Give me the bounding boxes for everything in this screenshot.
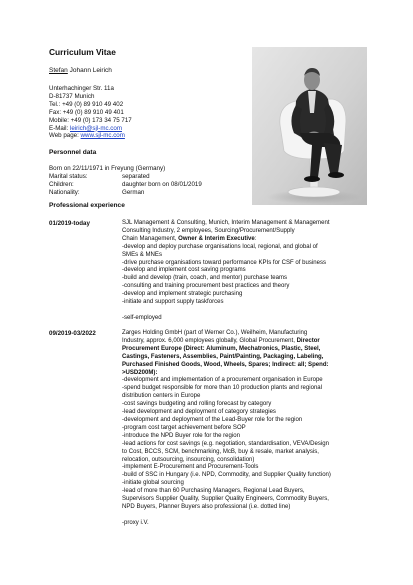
personal-label: Children: [49, 180, 74, 188]
entry-line: distribution centers in Europe [122, 393, 201, 400]
portrait-photo [252, 47, 367, 205]
web-label: Web page: [49, 132, 81, 140]
personal-row [49, 189, 202, 197]
entry-line: -initiate and support supply taskforces [122, 299, 224, 306]
entry-line: -proxy i.V. [122, 519, 149, 526]
personal-row [49, 173, 202, 181]
email-line [49, 125, 132, 133]
entry-date: 09/2019-03/2022 [49, 330, 96, 337]
entry-line: -consulting and training procurement best practices and theory [122, 283, 290, 290]
mobile-line: Mobile: +49 (0) 173 34 75 717 [49, 116, 132, 124]
entry-line: NPD Buyers, Planner Buyers also professional (i.e. dotted line) [122, 503, 291, 510]
entry-line: -lead actions for cost savings (e.g. negotiation, standardisation, VEVA/Design [122, 440, 329, 447]
entry-line: SJL Management & Consulting, Munich, Interim Management & Management [122, 220, 330, 226]
entry-line: -development and implementation of a procurement organisation in Europe [122, 377, 323, 384]
entry-line: SMEs & MNEs [122, 251, 162, 258]
entry-line: -develop and deploy purchase organisations local, regional, and global of [122, 243, 318, 250]
entry-line: -introduce the NPD Buyer role for the region [122, 432, 240, 439]
personal-value: separated [122, 172, 150, 180]
personal-label: Marital status: [49, 172, 88, 180]
personal-data [49, 165, 202, 197]
birth-line: Born on 22/11/1971 in Freyung (Germany) [49, 165, 166, 172]
first-name: Stefan [49, 67, 68, 74]
personal-label: Nationality: [49, 188, 80, 196]
entry-line: -lead development and deployment of category strategies [122, 409, 276, 416]
entry-line: -build and develop (train, coach, and mentor) purchase teams [122, 275, 288, 282]
entry-line: Purchased Finished Goods, Wood, Wheels, Spares; Indirect: all; Spend: [122, 361, 329, 368]
address-line: D-81737 Munich [49, 92, 95, 100]
entry-line: Industry, approx. 6,000 employees globally, Global Procurement, Director [122, 337, 320, 344]
section-heading-personal: Personnel data [49, 149, 97, 156]
phone-line: Tel.: +49 (0) 89 910 49 402 [49, 100, 124, 108]
entry-line: to Cost, BCCS, SCM, benchmarking, McB, buy & resale, market analysis, [122, 448, 319, 455]
last-names: Johann Leirich [67, 67, 112, 74]
entry-line: Consulting Industry, 2 employees, Sourcing/Procurement/Supply [122, 227, 295, 234]
web-line [49, 132, 132, 140]
entry-line: >USD200M): [122, 369, 158, 376]
entry-line: Castings, Fasteners, Assemblies, Paint/Painting, Packaging, Labeling, [122, 353, 324, 360]
personal-row [49, 181, 202, 189]
entry-line: Chain Management, Owner & Interim Executive: [122, 235, 257, 242]
entry-line: -develop and implement strategic purchasing [122, 291, 243, 298]
entry-line: Supervisors Supplier Quality, Supplier Quality Engineers, Commodity Buyers, [122, 496, 329, 503]
entry-line [122, 307, 368, 315]
entry-line: -build of SSC in Hungary (i.e. NPD, Commodity, and Supplier Quality function) [122, 472, 331, 479]
entry-line: -self-employed [122, 314, 162, 321]
entry-line: -develop and implement cost saving programs [122, 267, 246, 274]
address-line: Unterhachinger Str. 11a [49, 85, 114, 92]
entry-line: relocation, outsourcing, insourcing, consolidation) [122, 456, 255, 463]
entry-line: -development and deployment of the Lead-Buyer role for the region [122, 416, 303, 423]
entry-line: -cost savings budgeting and rolling forecast by category [122, 401, 272, 408]
entry-line: Procurement Europe (Direct: Aluminum, Mechatronics, Plastic, Steel, [122, 345, 321, 352]
entry-line: -drive purchase organisations toward performance KPIs for CSF of business [122, 259, 327, 266]
contact-block [49, 85, 132, 140]
entry-line: -lead of more than 60 Purchasing Managers, Regional Lead Buyers, [122, 488, 305, 495]
entry-line: -initiate global sourcing [122, 480, 184, 487]
section-heading-experience: Professional experience [49, 202, 125, 209]
fax-line: Fax: +49 (0) 89 910 49 401 [49, 108, 124, 116]
entry-description [122, 220, 368, 323]
personal-value: daughter born on 08/01/2019 [122, 180, 202, 188]
entry-line: -implement E-Procurement and Procurement-Tools [122, 464, 259, 471]
page-title: Curriculum Vitae [49, 47, 116, 57]
web-link[interactable]: www.sjl-mc.com [80, 132, 125, 140]
entry-line: -spend budget responsible for more than 10 production plants and regional [122, 385, 323, 392]
personal-value: German [122, 188, 145, 196]
entry-description [122, 330, 368, 528]
entry-date: 01/2019-today [49, 220, 90, 227]
person-name [49, 67, 112, 74]
email-label: E-Mail: [49, 124, 70, 132]
entry-line [122, 512, 368, 520]
email-link[interactable]: leirich@sjl-mc.com [69, 124, 122, 132]
entry-line: -program cost target achievement before SOP [122, 424, 246, 431]
entry-line: Zarges Holding GmbH (part of Werner Co.), Weilheim, Manufacturing [122, 330, 308, 336]
